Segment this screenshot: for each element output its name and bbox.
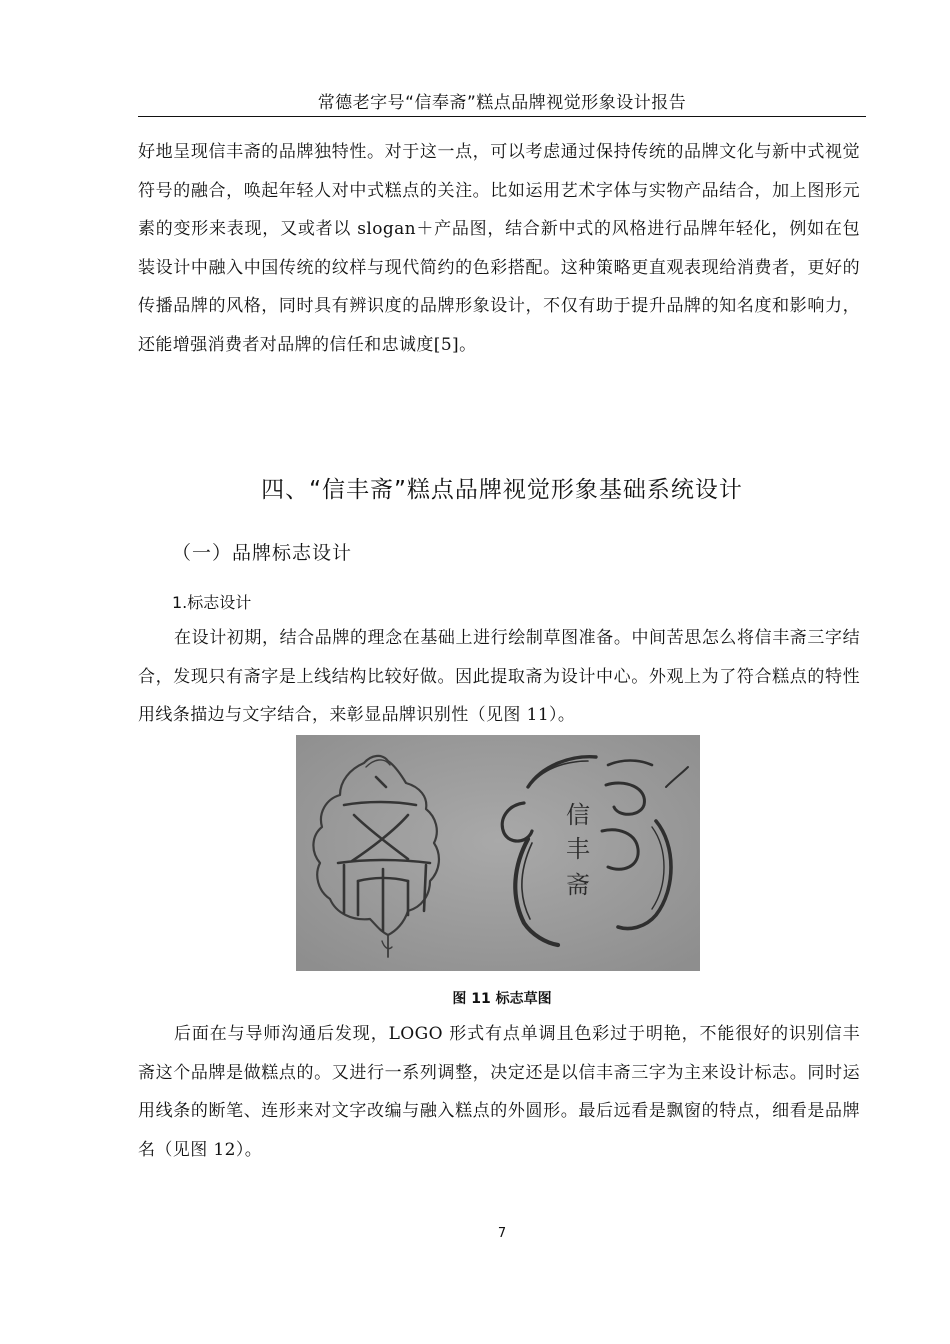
section-heading: 四、“信丰斋”糕点品牌视觉形象基础系统设计 bbox=[261, 477, 743, 503]
subsubsection-heading: 1.标志设计 bbox=[172, 593, 252, 612]
brand-name-vertical-sketch bbox=[566, 801, 590, 899]
header-rule bbox=[138, 116, 866, 117]
sketch-char-2: 丰 bbox=[566, 835, 590, 863]
figure-caption: 图 11 标志草图 bbox=[452, 991, 552, 1007]
running-header: 常德老字号“信奉斋”糕点品牌视觉形象设计报告 bbox=[317, 93, 687, 113]
paragraph-logo-revision: 后面在与导师沟通后发现，LOGO 形式有点单调且色彩过于明艳，不能很好的识别信丰斋这个品牌是做糕点的。又进行一系列调整，决定还是以信丰斋三字为主来设计标志。同时运用线条的断笔、连形来对文字改编与融入糕点的外圆形。最后远看是飘窗的特点，细看是品牌名（见图 12）。 bbox=[138, 1024, 860, 1160]
subsection-heading: （一）品牌标志设计 bbox=[172, 542, 353, 564]
logo-sketch-drawing bbox=[296, 735, 700, 971]
paragraph-logo-design: 在设计初期，结合品牌的理念在基础上进行绘制草图准备。中间苦思怎么将信丰斋三字结合，发现只有斋字是上线结构比较好做。因此提取斋为设计中心。外观上为了符合糕点的特性用线条描边与文字结合，来彰显品牌识别性（见图 11）。 bbox=[138, 628, 860, 725]
page-number: 7 bbox=[497, 1226, 507, 1241]
logo-sketch-figure bbox=[296, 735, 700, 971]
sketch-char-3: 斋 bbox=[566, 871, 590, 899]
sketch-char-1: 信 bbox=[566, 801, 590, 829]
intro-paragraph: 好地呈现信丰斋的品牌独特性。对于这一点，可以考虑通过保持传统的品牌文化与新中式视觉符号的融合，唤起年轻人对中式糕点的关注。比如运用艺术字体与实物产品结合，加上图形元素的变形来表现，又或者以 slogan＋产品图，结合新中式的风格进行品牌年轻化，例如在包装设计中融入中国传统的纹样与现代简约的色彩搭配。这种策略更直观表现给消费者，更好的传播品牌的风格，同时具有辨识度的品牌形象设计，不仅有助于提升品牌的知名度和影响力，还能增强消费者对品牌的信任和忠诚度[5]。 bbox=[138, 142, 860, 355]
